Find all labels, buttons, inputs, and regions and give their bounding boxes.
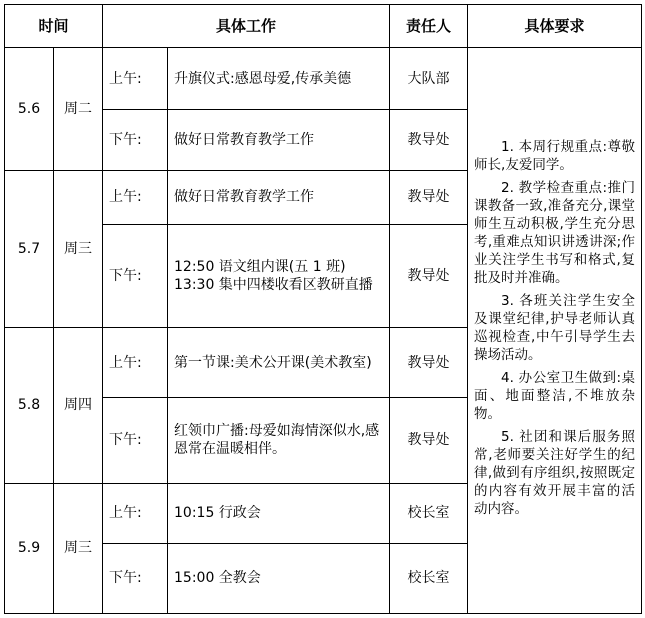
owner-cell: 教导处 bbox=[390, 170, 468, 224]
task-cell bbox=[168, 48, 390, 110]
owner-cell: 教导处 bbox=[390, 110, 468, 170]
requirement-item: 1. 本周行规重点:尊敬师长,友爱同学。 bbox=[474, 139, 636, 174]
task-line: 升旗仪式:感恩母爱,传承美德 bbox=[174, 70, 352, 87]
period-cell: 下午: bbox=[103, 110, 168, 170]
requirement-item: 4. 办公室卫生做到:桌面、地面整洁,不堆放杂物。 bbox=[474, 370, 636, 423]
table-row bbox=[5, 48, 642, 110]
weekday-cell: 周四 bbox=[54, 328, 103, 483]
period-cell: 下午: bbox=[103, 224, 168, 327]
header-time: 时间 bbox=[5, 5, 103, 48]
date-cell: 5.7 bbox=[5, 170, 54, 328]
period-cell: 上午: bbox=[103, 483, 168, 543]
weekday-cell: 周三 bbox=[54, 170, 103, 328]
header-requirements: 具体要求 bbox=[468, 5, 642, 48]
owner-cell: 校长室 bbox=[390, 483, 468, 543]
date-cell: 5.6 bbox=[5, 48, 54, 170]
period-cell: 下午: bbox=[103, 543, 168, 613]
header-owner: 责任人 bbox=[390, 5, 468, 48]
date-cell: 5.8 bbox=[5, 328, 54, 483]
task-line: 12:50 语文组内课(五 1 班) bbox=[174, 258, 346, 275]
requirement-item: 5. 社团和课后服务照常,老师要关注好学生的纪律,做到有序组织,按照既定的内容有效开展丰富的活动内容。 bbox=[474, 429, 636, 518]
period-cell: 下午: bbox=[103, 398, 168, 483]
task-cell bbox=[168, 224, 390, 327]
task-line: 15:00 全教会 bbox=[174, 570, 261, 587]
weekday-cell: 周三 bbox=[54, 483, 103, 613]
period-cell: 上午: bbox=[103, 328, 168, 398]
task-cell bbox=[168, 543, 390, 613]
task-line: 做好日常教育教学工作 bbox=[174, 131, 315, 148]
period-cell: 上午: bbox=[103, 170, 168, 224]
header-work: 具体工作 bbox=[103, 5, 390, 48]
owner-cell: 教导处 bbox=[390, 398, 468, 483]
task-cell bbox=[168, 170, 390, 224]
task-line: 10:15 行政会 bbox=[174, 505, 261, 522]
owner-cell: 教导处 bbox=[390, 224, 468, 327]
owner-cell: 大队部 bbox=[390, 48, 468, 110]
task-line: 做好日常教育教学工作 bbox=[174, 189, 315, 206]
task-line: 13:30 集中四楼收看区教研直播 bbox=[174, 276, 373, 293]
task-line: 红领巾广播:母爱如海情深似水,感恩常在温暖相伴。 bbox=[174, 423, 380, 458]
date-cell: 5.9 bbox=[5, 483, 54, 613]
requirements-cell bbox=[468, 48, 642, 614]
requirement-item: 2. 教学检查重点:推门课教备一致,准备充分,课堂师生互动积极,学生充分思考,重难点知识讲透讲深;作业关注学生书写和格式,复批及时并准确。 bbox=[474, 180, 636, 287]
task-cell bbox=[168, 483, 390, 543]
requirement-item: 3. 各班关注学生安全及课堂纪律,护导老师认真巡视检查,中午引导学生去操场活动。 bbox=[474, 293, 636, 364]
weekly-schedule-table bbox=[4, 4, 642, 614]
owner-cell: 教导处 bbox=[390, 328, 468, 398]
weekday-cell: 周二 bbox=[54, 48, 103, 170]
task-cell bbox=[168, 328, 390, 398]
task-line: 第一节课:美术公开课(美术教室) bbox=[174, 354, 372, 371]
task-cell bbox=[168, 398, 390, 483]
period-cell: 上午: bbox=[103, 48, 168, 110]
task-cell bbox=[168, 110, 390, 170]
owner-cell: 校长室 bbox=[390, 543, 468, 613]
header-row bbox=[5, 5, 642, 48]
